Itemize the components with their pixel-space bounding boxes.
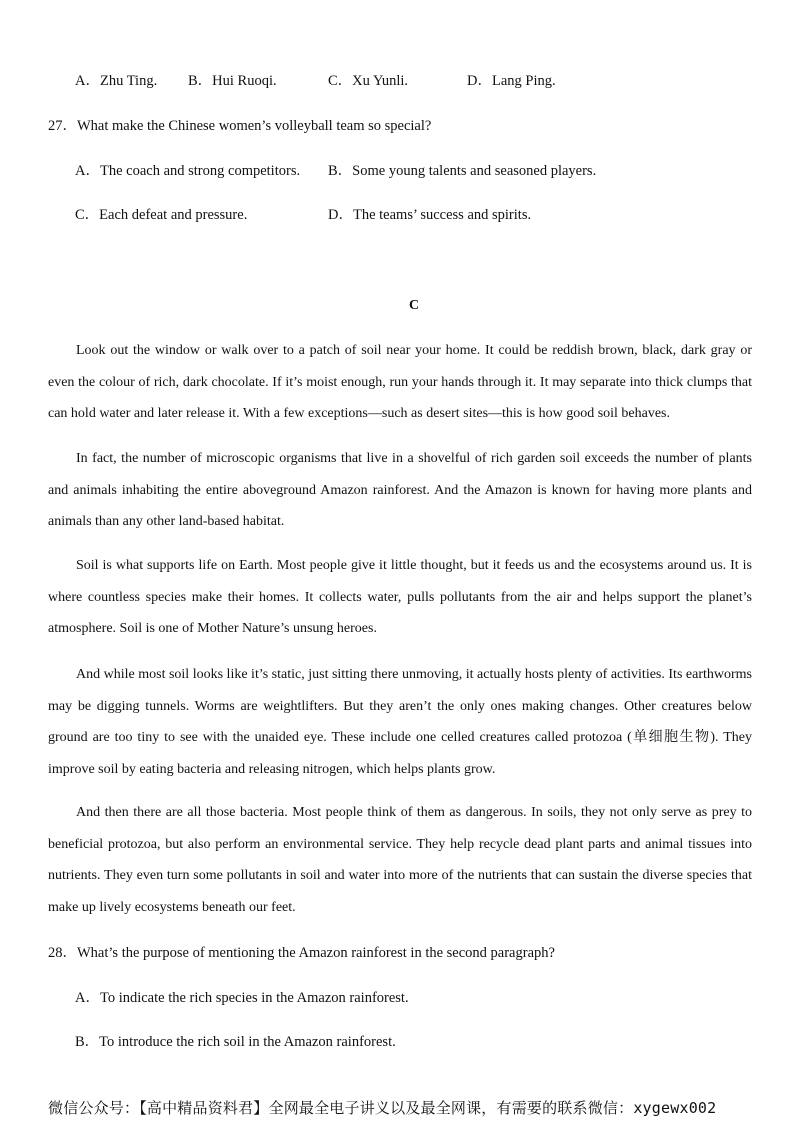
q26-option-b: B．Hui Ruoqi. [188,73,277,89]
section-title: C [408,298,420,313]
q27-stem: 27．What make the Chinese women’s volleyball team so special? [48,118,432,134]
passage-paragraph-3: Soil is what supports life on Earth. Most people give it little thought, but it feeds us and the ecosystems around us. It is where countless species make their homes. It collects water, pulls pollutants from the air and helps support the planet’s atmosphere. Soil is one of Mother Nature’s unsung heroes. [48,558,752,636]
passage-paragraph-5: And then there are all those bacteria. Most people think of them as dangerous. In soils, they not only serve as prey to beneficial protozoa, but also perform an environmental service. They help recycle dead plant parts and animal tissues into nutrients. They even turn some pollutants in soil and water into more of the nutrients that can sustain the diverse species that make up lively ecosystems beneath our feet. [48,805,752,915]
q28-option-a: A．To indicate the rich species in the Amazon rainforest. [75,990,409,1006]
q27-option-c: C．Each defeat and pressure. [75,207,248,223]
q27-option-a: A．The coach and strong competitors. [75,163,301,179]
passage-paragraph-4: And while most soil looks like it’s static, just sitting there unmoving, it actually hosts plenty of activities. Its earthworms may be digging tunnels. Worms are weightlifters. But they aren’t the only ones making changes. Other creatures below ground are too tiny to see with the unaided eye. These include one celled creatures called protozoa (单细胞生物). They improve soil by eating bacteria and releasing nitrogen, which helps plants grow. [48,667,752,777]
q28-stem: 28．What’s the purpose of mentioning the Amazon rainforest in the second paragraph? [48,945,555,961]
q26-option-c: C．Xu Yunli. [328,73,409,89]
passage-paragraph-1: Look out the window or walk over to a patch of soil near your home. It could be reddish brown, black, dark gray or even the colour of rich, dark chocolate. If it’s moist enough, run your hands through it. It may separate into thick clumps that can hold water and later release it. With a few exceptions—such as desert sites—this is how good soil behaves. [48,343,752,421]
q28-option-b: B．To introduce the rich soil in the Amazon rainforest. [75,1034,396,1050]
q26-option-a: A．Zhu Ting. [75,73,158,89]
footer-text: 微信公众号：【高中精品资料君】全网最全电子讲义以及最全网课，有需要的联系微信： [48,1099,634,1117]
q27-option-d: D．The teams’ success and spirits. [328,207,532,223]
footer-notice [48,1098,716,1118]
passage-paragraph-2: In fact, the number of microscopic organisms that live in a shovelful of rich garden soil exceeds the number of plants and animals inhabiting the entire aboveground Amazon rainforest. And the Amazon is known for having more plants and animals than any other land-based habitat. [48,451,752,529]
footer-wechat-id: xygewx002 [633,1099,717,1117]
q27-option-b: B．Some young talents and seasoned players. [328,163,597,179]
q26-option-d: D．Lang Ping. [467,73,556,89]
